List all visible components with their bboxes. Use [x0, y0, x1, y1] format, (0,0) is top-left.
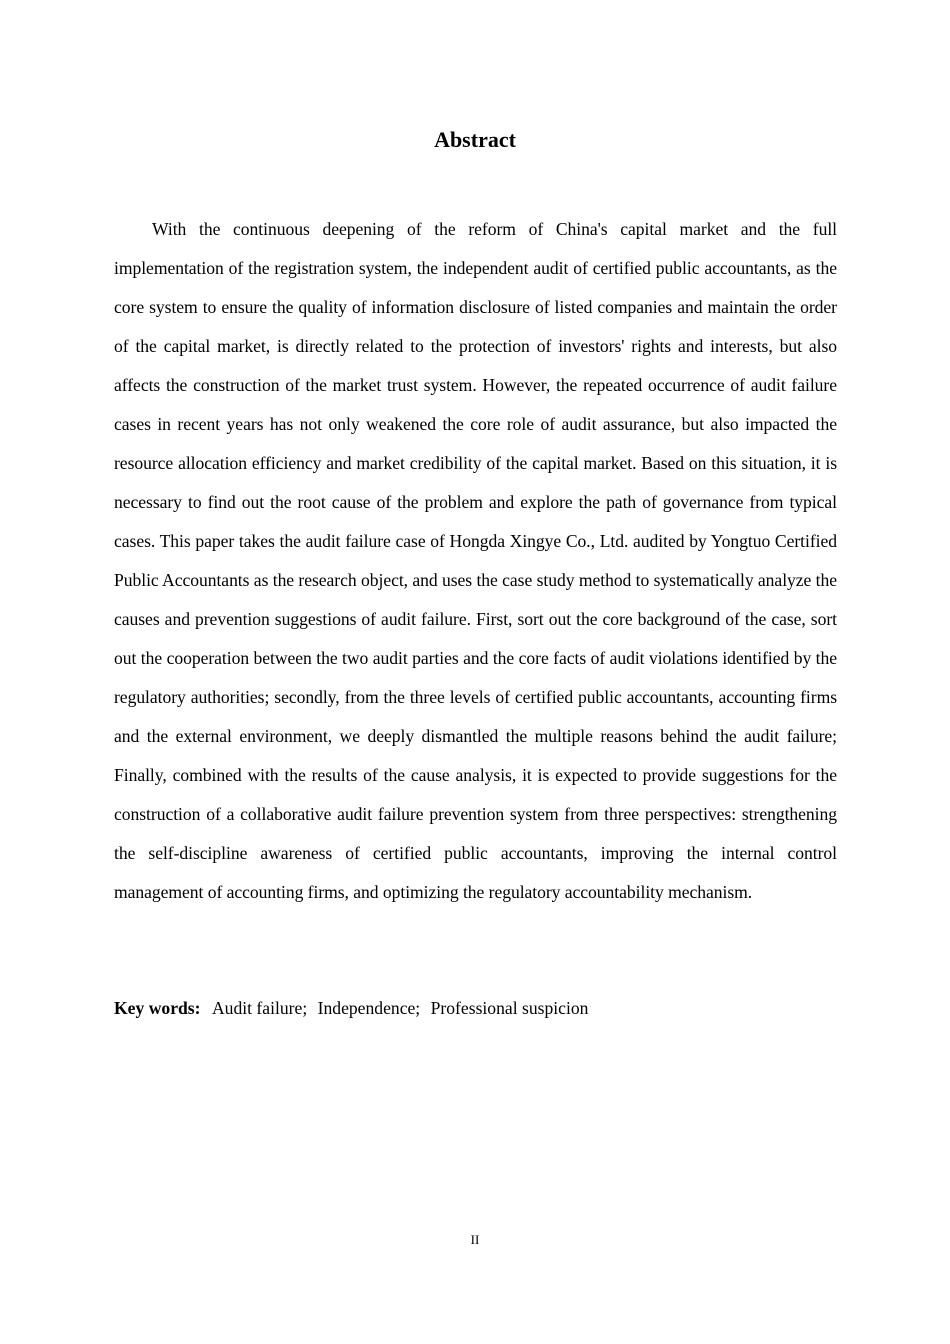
- keyword-item: Independence;: [317, 998, 421, 1018]
- page-number: II: [470, 1232, 480, 1247]
- keywords-label: Key words:: [114, 998, 201, 1018]
- abstract-title: Abstract: [434, 127, 516, 152]
- keyword-item: Audit failure;: [211, 998, 308, 1018]
- keywords-line: [114, 994, 837, 1022]
- keyword-item: Professional suspicion: [430, 998, 589, 1018]
- abstract-body: With the continuous deepening of the reform of China's capital market and the full implementation of the registration system, the independent audit of certified public accountants, as the core system to ensure the quality of information disclosure of listed companies and maintain the order of the capital market, is directly related to the protection of investors' rights and interests, but also affects the construction of the market trust system. However, the repeated occurrence of audit failure cases in recent years has not only weakened the core role of audit assurance, but also impacted the resource allocation efficiency and market credibility of the capital market. Based on this situation, it is necessary to find out the root cause of the problem and explore the path of governance from typical cases. This paper takes the audit failure case of Hongda Xingye Co., Ltd. audited by Yongtuo Certified Public Accountants as the research object, and uses the case study method to systematically analyze the causes and prevention suggestions of audit failure. First, sort out the core background of the case, sort out the cooperation between the two audit parties and the core facts of audit violations identified by the regulatory authorities; secondly, from the three levels of certified public accountants, accounting firms and the external environment, we deeply dismantled the multiple reasons behind the audit failure; Finally, combined with the results of the cause analysis, it is expected to provide suggestions for the construction of a collaborative audit failure prevention system from three perspectives: strengthening the self-discipline awareness of certified public accountants, improving the internal control management of accounting firms, and optimizing the regulatory accountability mechanism.: [114, 219, 837, 902]
